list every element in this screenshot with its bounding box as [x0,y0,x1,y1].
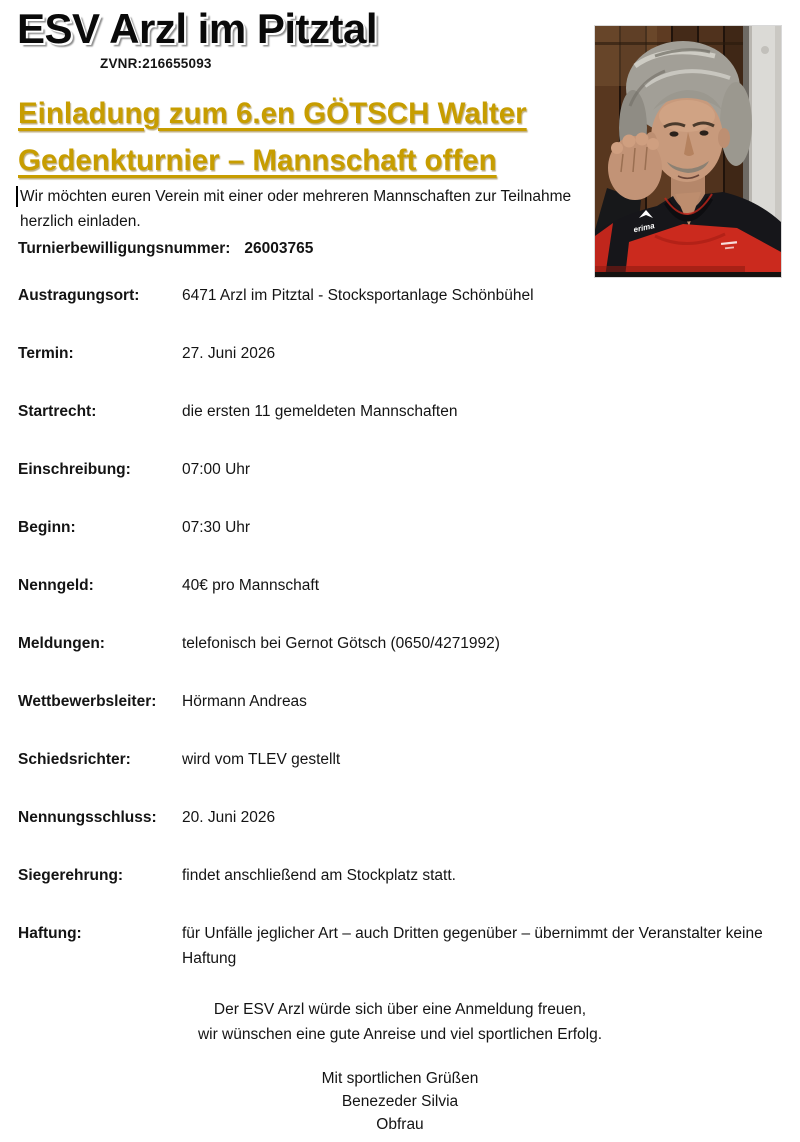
intro-paragraph: Wir möchten euren Verein mit einer oder mehreren Mannschaften zur Teilnahme herzlich einladen. [20,188,572,230]
permit-label: Turnierbewilligungsnummer: [18,240,231,257]
club-title: ESV Arzl im Pitztal [17,5,378,52]
detail-value: telefonisch bei Gernot Götsch (0650/4271992) [182,635,500,652]
detail-value: für Unfälle jeglicher Art – auch Dritten gegenüber – übernimmt der Veranstalter keine Haftung [182,925,763,967]
detail-value: 20. Juni 2026 [182,809,276,826]
detail-label: Meldungen: [18,635,105,652]
detail-row [18,515,800,540]
detail-row [18,399,800,424]
detail-row [18,863,800,888]
detail-value: 40€ pro Mannschaft [182,577,320,594]
detail-row [18,805,800,830]
detail-row [18,747,800,772]
invitation-heading [18,90,576,184]
signature-role: Obfrau [376,1116,424,1134]
detail-value: 07:00 Uhr [182,461,251,478]
detail-value: wird vom TLEV gestellt [182,751,341,768]
signature-name: Benezeder Silvia [341,1093,459,1111]
detail-row [18,689,800,714]
signature-block [0,1067,800,1137]
detail-row [18,283,800,308]
detail-value: 6471 Arzl im Pitztal - Stocksportanlage Schönbühel [182,287,534,304]
detail-label: Schiedsrichter: [18,751,131,768]
detail-label: Beginn: [18,519,76,536]
closing-line1: Der ESV Arzl würde sich über eine Anmeldung freuen, [213,1001,587,1018]
detail-label: Startrecht: [18,403,97,420]
tournament-details [18,283,800,993]
signature-greeting: Mit sportlichen Grüßen [321,1070,479,1087]
portrait-photo [595,26,781,277]
detail-value: findet anschließend am Stockplatz statt. [182,867,456,884]
detail-label: Einschreibung: [18,461,131,478]
detail-label: Nenngeld: [18,577,94,594]
detail-row [18,573,800,598]
invitation-heading-line2: Gedenkturnier – Mannschaft offen [18,144,497,177]
permit-value: 26003765 [244,240,314,257]
closing-line2: wir wünschen eine gute Anreise und viel sportlichen Erfolg. [197,1026,603,1043]
detail-label: Siegerehrung: [18,867,124,884]
detail-value: Hörmann Andreas [182,693,307,710]
detail-label: Austragungsort: [18,287,140,304]
permit-number-row [18,240,313,258]
jacket-brand-text: erima [632,221,656,235]
text-cursor-caret [16,186,18,207]
detail-label: Nennungsschluss: [18,809,157,826]
club-registration-number: ZVNR:216655093 [100,56,212,71]
detail-value: 07:30 Uhr [182,519,251,536]
detail-value: 27. Juni 2026 [182,345,276,362]
detail-row [18,341,800,366]
portrait-photo-illustration [595,26,781,277]
detail-row [18,457,800,482]
closing-paragraph [0,997,800,1047]
detail-row [18,631,800,656]
detail-label: Wettbewerbsleiter: [18,693,157,710]
detail-value: die ersten 11 gemeldeten Mannschaften [182,403,458,420]
detail-label: Termin: [18,345,74,362]
detail-row [18,921,800,971]
invitation-heading-line1: Einladung zum 6.en GÖTSCH Walter [18,97,527,130]
detail-label: Haftung: [18,925,82,942]
